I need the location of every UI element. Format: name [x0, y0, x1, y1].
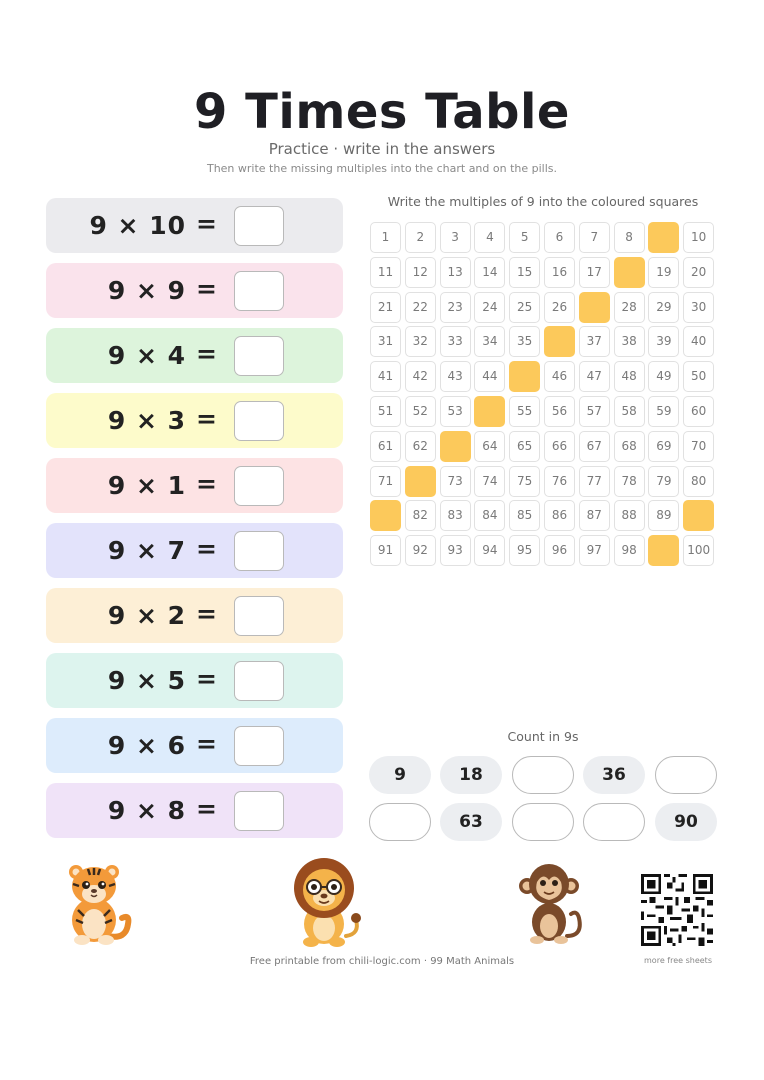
chart-number-cell: 47 [579, 361, 610, 392]
chart-number-cell: 98 [614, 535, 645, 566]
chart-number-cell: 31 [370, 326, 401, 357]
chart-number-cell: 13 [440, 257, 471, 288]
problem-expression: 9 × 9 [107, 276, 186, 305]
chart-number-cell: 19 [648, 257, 679, 288]
chart-number-cell: 58 [614, 396, 645, 427]
problem-expression: 9 × 1 [107, 471, 186, 500]
chart-number-cell: 6 [544, 222, 575, 253]
chart-number-cell: 17 [579, 257, 610, 288]
problem-row [46, 328, 343, 383]
chart-number-cell: 66 [544, 431, 575, 462]
footer-credit: Free printable from chili-logic.com · 99 Math Animals [249, 956, 515, 967]
problem-row [46, 588, 343, 643]
problem-row [46, 458, 343, 513]
chart-number-cell: 67 [579, 431, 610, 462]
chart-number-cell: 21 [370, 292, 401, 323]
chart-number-cell: 52 [405, 396, 436, 427]
chart-number-cell: 39 [648, 326, 679, 357]
chart-number-cell: 4 [474, 222, 505, 253]
chart-number-cell: 44 [474, 361, 505, 392]
chart-number-cell: 7 [579, 222, 610, 253]
chart-number-cell: 70 [683, 431, 714, 462]
chart-number-cell: 23 [440, 292, 471, 323]
chart-number-cell: 92 [405, 535, 436, 566]
equals-sign: = [196, 274, 217, 303]
chart-blank-cell[interactable] [614, 257, 645, 288]
chart-number-cell: 49 [648, 361, 679, 392]
chart-number-cell: 65 [509, 431, 540, 462]
chart-number-cell: 16 [544, 257, 575, 288]
chart-blank-cell[interactable] [370, 500, 401, 531]
chart-number-cell: 89 [648, 500, 679, 531]
chart-number-cell: 26 [544, 292, 575, 323]
chart-number-cell: 42 [405, 361, 436, 392]
equals-sign: = [196, 209, 217, 238]
problem-row [46, 198, 343, 253]
answer-box[interactable] [234, 401, 284, 441]
problem-row [46, 393, 343, 448]
equals-sign: = [196, 729, 217, 758]
equals-sign: = [196, 404, 217, 433]
chart-number-cell: 14 [474, 257, 505, 288]
lion-with-glasses-icon [284, 856, 364, 948]
chart-number-cell: 38 [614, 326, 645, 357]
chart-number-cell: 30 [683, 292, 714, 323]
problem-expression: 9 × 5 [107, 666, 186, 695]
chart-number-cell: 41 [370, 361, 401, 392]
equals-sign: = [196, 794, 217, 823]
chart-number-cell: 87 [579, 500, 610, 531]
instructions: Then write the missing multiples into the chart and on the pills. [206, 162, 558, 175]
chart-number-cell: 93 [440, 535, 471, 566]
chart-number-cell: 97 [579, 535, 610, 566]
chart-number-cell: 8 [614, 222, 645, 253]
monkey-icon [515, 860, 585, 946]
chart-number-cell: 80 [683, 466, 714, 497]
count-pill: 63 [440, 803, 502, 841]
chart-number-cell: 25 [509, 292, 540, 323]
chart-number-cell: 28 [614, 292, 645, 323]
chart-number-cell: 22 [405, 292, 436, 323]
chart-blank-cell[interactable] [579, 292, 610, 323]
count-pill-blank[interactable] [512, 803, 574, 841]
chart-number-cell: 12 [405, 257, 436, 288]
problem-expression: 9 × 3 [107, 406, 186, 435]
count-title: Count in 9s [507, 729, 579, 744]
problem-expression: 9 × 4 [107, 341, 186, 370]
chart-number-cell: 96 [544, 535, 575, 566]
problem-row [46, 263, 343, 318]
chart-number-cell: 86 [544, 500, 575, 531]
equals-sign: = [196, 664, 217, 693]
chart-number-cell: 55 [509, 396, 540, 427]
chart-number-cell: 20 [683, 257, 714, 288]
chart-title: Write the multiples of 9 into the coloured squares [387, 194, 699, 209]
chart-number-cell: 83 [440, 500, 471, 531]
chart-number-cell: 33 [440, 326, 471, 357]
page-subtitle: Practice · write in the answers [268, 140, 496, 158]
chart-number-cell: 53 [440, 396, 471, 427]
problem-expression: 9 × 6 [107, 731, 186, 760]
chart-number-cell: 15 [509, 257, 540, 288]
chart-number-cell: 75 [509, 466, 540, 497]
answer-box[interactable] [234, 271, 284, 311]
chart-number-cell: 5 [509, 222, 540, 253]
answer-box[interactable] [234, 726, 284, 766]
chart-number-cell: 43 [440, 361, 471, 392]
chart-number-cell: 82 [405, 500, 436, 531]
chart-number-cell: 76 [544, 466, 575, 497]
chart-number-cell: 84 [474, 500, 505, 531]
count-pill-blank[interactable] [512, 756, 574, 794]
page-title: 9 Times Table [194, 84, 570, 140]
chart-number-cell: 37 [579, 326, 610, 357]
chart-number-cell: 56 [544, 396, 575, 427]
problem-expression: 9 × 8 [107, 796, 186, 825]
chart-number-cell: 77 [579, 466, 610, 497]
chart-blank-cell[interactable] [474, 396, 505, 427]
chart-blank-cell[interactable] [405, 466, 436, 497]
chart-number-cell: 46 [544, 361, 575, 392]
answer-box[interactable] [234, 336, 284, 376]
count-pill-blank[interactable] [583, 803, 645, 841]
chart-number-cell: 71 [370, 466, 401, 497]
answer-box[interactable] [234, 661, 284, 701]
problem-row [46, 718, 343, 773]
chart-number-cell: 51 [370, 396, 401, 427]
problem-list [46, 198, 343, 848]
chart-number-cell: 50 [683, 361, 714, 392]
chart-number-cell: 2 [405, 222, 436, 253]
chart-number-cell: 68 [614, 431, 645, 462]
problem-expression: 9 × 10 [89, 211, 186, 240]
chart-number-cell: 79 [648, 466, 679, 497]
chart-number-cell: 59 [648, 396, 679, 427]
count-pill: 18 [440, 756, 502, 794]
chart-number-cell: 29 [648, 292, 679, 323]
problem-expression: 9 × 7 [107, 536, 186, 565]
chart-number-cell: 74 [474, 466, 505, 497]
equals-sign: = [196, 339, 217, 368]
chart-number-cell: 100 [683, 535, 714, 566]
chart-number-cell: 85 [509, 500, 540, 531]
equals-sign: = [196, 469, 217, 498]
problem-expression: 9 × 2 [107, 601, 186, 630]
answer-box[interactable] [234, 206, 284, 246]
chart-number-cell: 34 [474, 326, 505, 357]
problem-row [46, 523, 343, 578]
count-pill-blank[interactable] [655, 756, 717, 794]
chart-number-cell: 78 [614, 466, 645, 497]
chart-number-cell: 48 [614, 361, 645, 392]
chart-blank-cell[interactable] [648, 535, 679, 566]
equals-sign: = [196, 599, 217, 628]
problem-row [46, 653, 343, 708]
chart-number-cell: 60 [683, 396, 714, 427]
tiger-cub-icon [58, 858, 136, 948]
chart-number-cell: 62 [405, 431, 436, 462]
chart-number-cell: 11 [370, 257, 401, 288]
count-pill: 9 [369, 756, 431, 794]
chart-number-cell: 64 [474, 431, 505, 462]
chart-blank-cell[interactable] [648, 222, 679, 253]
chart-number-cell: 61 [370, 431, 401, 462]
chart-number-cell: 32 [405, 326, 436, 357]
chart-blank-cell[interactable] [509, 361, 540, 392]
equals-sign: = [196, 534, 217, 563]
chart-number-cell: 73 [440, 466, 471, 497]
chart-blank-cell[interactable] [544, 326, 575, 357]
chart-number-cell: 57 [579, 396, 610, 427]
chart-number-cell: 3 [440, 222, 471, 253]
chart-number-cell: 1 [370, 222, 401, 253]
chart-number-cell: 35 [509, 326, 540, 357]
chart-number-cell: 94 [474, 535, 505, 566]
qr-code-icon[interactable] [641, 874, 713, 946]
chart-number-cell: 88 [614, 500, 645, 531]
chart-blank-cell[interactable] [683, 500, 714, 531]
chart-number-cell: 24 [474, 292, 505, 323]
answer-box[interactable] [234, 466, 284, 506]
problem-row [46, 783, 343, 838]
count-pill-blank[interactable] [369, 803, 431, 841]
answer-box[interactable] [234, 791, 284, 831]
chart-number-cell: 95 [509, 535, 540, 566]
count-pill: 36 [583, 756, 645, 794]
chart-number-cell: 69 [648, 431, 679, 462]
qr-caption: more free sheets [644, 956, 712, 965]
chart-number-cell: 10 [683, 222, 714, 253]
answer-box[interactable] [234, 596, 284, 636]
chart-number-cell: 91 [370, 535, 401, 566]
answer-box[interactable] [234, 531, 284, 571]
chart-blank-cell[interactable] [440, 431, 471, 462]
count-pill: 90 [655, 803, 717, 841]
chart-number-cell: 40 [683, 326, 714, 357]
